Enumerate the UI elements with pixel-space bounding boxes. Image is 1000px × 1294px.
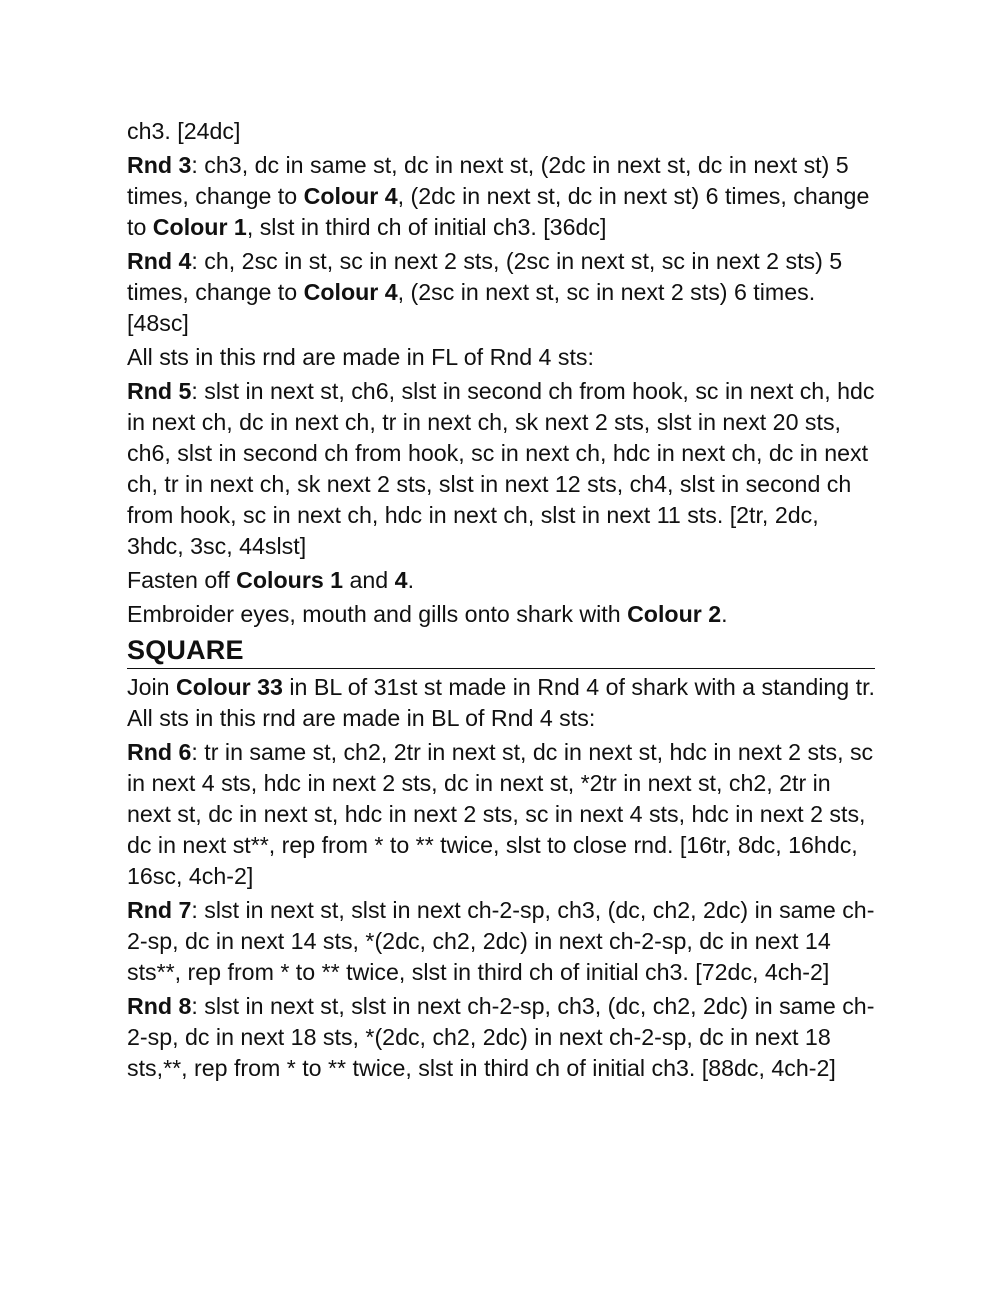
bold-term: Colour 4 [303,279,398,305]
text-run: . [407,567,415,593]
instruction-paragraph [127,599,875,630]
instruction-paragraph [127,737,875,892]
text-run: , (2dc in next st, dc in next st) 6 times, change to [127,183,870,240]
instruction-paragraph [127,342,875,373]
bold-term: Colours 1 [236,567,344,593]
bold-term: Rnd 5 [127,378,192,404]
bold-term: Colour 4 [303,183,398,209]
pattern-page [127,116,875,1087]
text-run: , (2sc in next st, sc in next 2 sts) 6 times. [48sc] [127,279,816,336]
text-run: : tr in same st, ch2, 2tr in next st, dc in next st, hdc in next 2 sts, sc in next 4 sts, hdc in next 2 sts, dc in next st, *2tr in next st, ch2, 2tr in next st, dc in next st, hdc in next 2 sts, sc in next 4 sts, hdc in next 2 sts, dc in next st**, rep from * to ** twice, slst to close rnd. [16tr, 8dc, 16hdc, 16sc, 4ch-2] [127,739,874,889]
bold-term: Colour 2 [627,601,722,627]
instruction-paragraph [127,672,875,734]
bold-term: Rnd 7 [127,897,192,923]
text-run: Join [127,674,176,700]
bold-term: Rnd 8 [127,993,192,1019]
bold-term: Rnd 6 [127,739,192,765]
instruction-paragraph [127,895,875,988]
text-run: : slst in next st, ch6, slst in second ch from hook, sc in next ch, hdc in next ch, dc in next ch, tr in next ch, sk next 2 sts, slst in next 20 sts, ch6, slst in second ch from hook, sc in next ch, hdc in next ch, dc in next ch, tr in next ch, sk next 2 sts, slst in next 12 sts, ch4, slst in second ch from hook, sc in next ch, hdc in next ch, slst in next 11 sts. [2tr, 2dc, 3hdc, 3sc, 44slst] [127,378,875,559]
text-run: : ch3, dc in same st, dc in next st, (2dc in next st, dc in next st) 5 times, change to [127,152,849,209]
text-run: , slst in third ch of initial ch3. [36dc] [246,214,607,240]
instruction-paragraph [127,150,875,243]
bold-term: 4 [394,567,408,593]
bold-term: Rnd 4 [127,248,192,274]
instruction-paragraph [127,565,875,596]
text-run: in BL of 31st st made in Rnd 4 of shark with a standing tr. All sts in this rnd are made in BL of Rnd 4 sts: [127,674,875,731]
instruction-paragraph [127,376,875,562]
text-run: : slst in next st, slst in next ch-2-sp, ch3, (dc, ch2, 2dc) in same ch-2-sp, dc in next 18 sts, *(2dc, ch2, 2dc) in next ch-2-sp, dc in next 18 sts,**, rep from * to ** twice, slst in third ch of initial ch3. [88dc, 4ch-2] [127,993,875,1081]
instruction-paragraph [127,991,875,1084]
text-run: . [721,601,728,627]
text-run: : slst in next st, slst in next ch-2-sp, ch3, (dc, ch2, 2dc) in same ch-2-sp, dc in next 14 sts, *(2dc, ch2, 2dc) in next ch-2-sp, dc in next 14 sts**, rep from * to ** twice, slst in third ch of initial ch3. [72dc, 4ch-2] [127,897,875,985]
shark-instructions [127,116,875,630]
instruction-paragraph [127,246,875,339]
text-run: Fasten off [127,567,237,593]
bold-term: Colour 1 [152,214,247,240]
square-instructions [127,672,875,1084]
text-run: : ch, 2sc in st, sc in next 2 sts, (2sc in next st, sc in next 2 sts) 5 times, change to [127,248,843,305]
instruction-paragraph [127,116,875,147]
text-run: Embroider eyes, mouth and gills onto shark with [127,601,628,627]
text-run: ch3. [24dc] [127,118,241,144]
section-heading-square: SQUARE [127,633,875,669]
text-run: and [343,567,395,593]
text-run: All sts in this rnd are made in FL of Rnd 4 sts: [127,344,594,370]
bold-term: Colour 33 [175,674,283,700]
bold-term: Rnd 3 [127,152,192,178]
